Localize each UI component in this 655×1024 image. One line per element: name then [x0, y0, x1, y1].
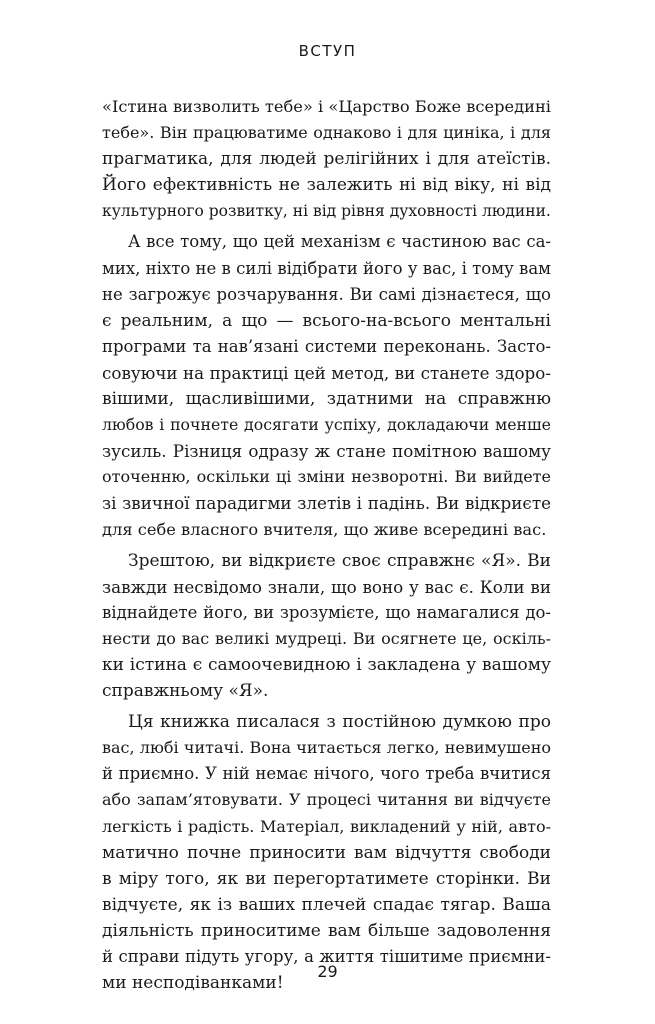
text-line: й справи підуть угору, а життя тішитиме приємни-	[102, 947, 551, 966]
page-number: 29	[317, 962, 338, 981]
text-line: А все тому, що цей механізм є частиною вас са-	[128, 232, 551, 252]
text-line: нести до вас великі мудреці. Ви осягнете це, оскіль-	[102, 628, 551, 648]
text-line: програми та нав’язані системи переконань. Засто-	[102, 336, 551, 356]
text-line: для себе власного вчителя, що живе всередині вас.	[102, 519, 547, 539]
text-line: вас, любі читачі. Вона читається легко, невимушено	[102, 738, 551, 758]
text-line: мих, ніхто не в силі відібрати його у вас, і тому вам	[102, 258, 551, 278]
text-line: Зрештою, ви відкриєте своє справжнє «Я». Ви	[128, 550, 551, 571]
text-line: й приємно. У ній немає нічого, чого треба вчитися	[102, 764, 551, 784]
paragraph	[102, 94, 551, 224]
text-line: прагматика, для людей релігійних і для атеїстів.	[102, 149, 551, 170]
text-line: ми несподіванками!	[102, 973, 284, 994]
text-line: совуючи на практиці цей метод, ви станете здоро-	[102, 362, 551, 383]
text-line: матично почне приносити вам відчуття свободи	[102, 842, 551, 863]
paragraph	[102, 709, 551, 996]
text-line: в міру того, як ви перегортатимете сторінки. Ви	[102, 868, 551, 889]
text-line: або запам’ятовувати. У процесі читання ви відчуєте	[102, 790, 551, 810]
text-line: зусиль. Різниця одразу ж стане помітною вашому	[102, 441, 551, 462]
text-line: відчуєте, як із ваших плечей спадає тягар. Ваша	[102, 894, 551, 915]
text-line: віднайдете його, ви зрозумієте, що намагалися до-	[102, 602, 551, 622]
text-line: Його ефективність не залежить ні від віку, ні від	[102, 175, 551, 196]
text-line: є реальним, а що — всього-на-всього ментальні	[102, 310, 551, 331]
paragraph	[102, 229, 551, 542]
text-line: завжди несвідомо знали, що воно у вас є. Коли ви	[102, 576, 551, 597]
body-text	[102, 94, 551, 1001]
paragraph	[102, 548, 551, 705]
text-line: оточенню, оскільки ці зміни незворотні. Ви вийдете	[102, 467, 551, 487]
text-line: ки істина є самоочевидною і закладена у вашому	[102, 654, 551, 675]
text-line: вішими, щасливішими, здатними на справжню	[102, 389, 551, 410]
text-line: справжньому «Я».	[102, 681, 269, 702]
text-line: «Істина визволить тебе» і «Царство Боже всередині	[102, 97, 551, 116]
text-line: тебе». Він працюватиме однаково і для циніка, і для	[102, 123, 551, 143]
text-line: любов і почнете досягати успіху, докладаючи менше	[102, 415, 551, 435]
text-line: культурного розвитку, ні від рівня духовності людини.	[102, 202, 551, 221]
running-head: ВСТУП	[298, 42, 357, 60]
text-line: легкість і радість. Матеріал, викладений у ній, авто-	[102, 816, 551, 836]
text-line: Ця книжка писалася з постійною думкою про	[128, 712, 551, 733]
text-line: діяльність приноситиме вам більше задоволення	[102, 920, 551, 941]
text-line: зі звичної парадигми злетів і падінь. Ви відкриєте	[102, 493, 551, 514]
text-line: не загрожує розчарування. Ви самі дізнаєтеся, що	[102, 284, 551, 304]
